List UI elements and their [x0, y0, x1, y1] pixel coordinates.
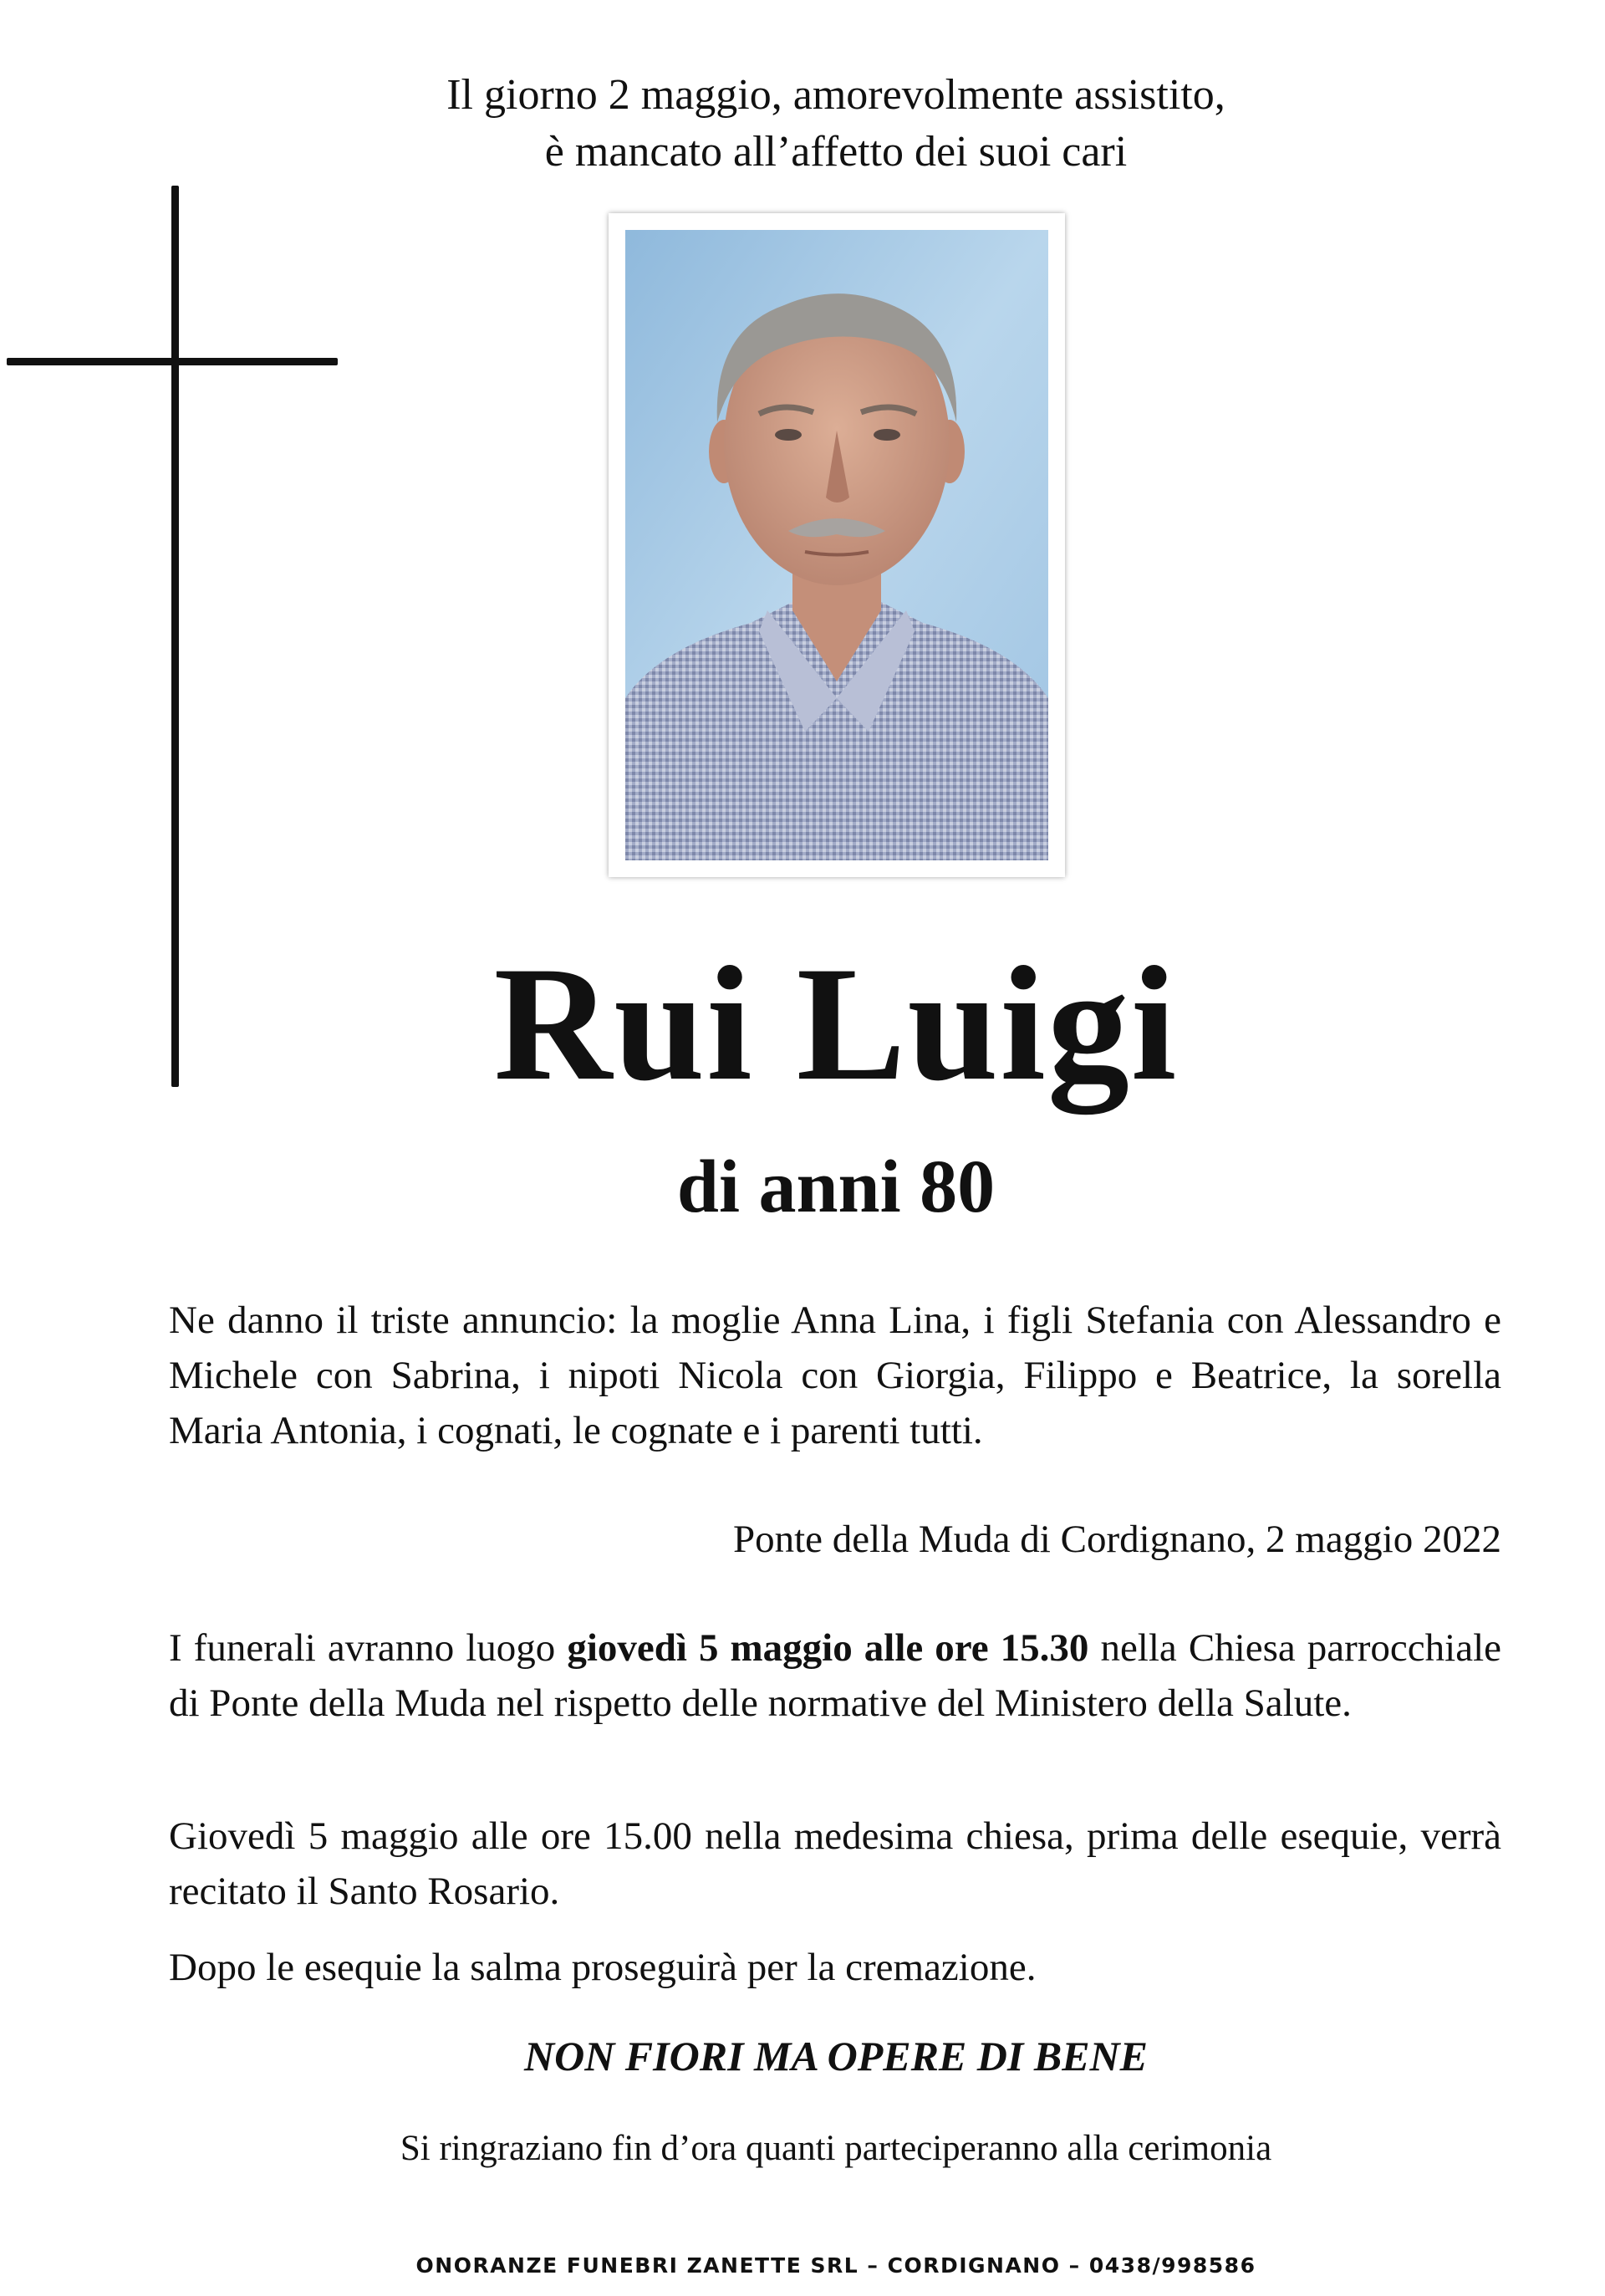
intro-line-2: è mancato all’affetto dei suoi cari: [544, 128, 1128, 176]
funeral-home-footer: ONORANZE FUNEBRI ZANETTE SRL – CORDIGNANO – 0438/998586: [415, 2253, 1256, 2278]
rosary-text: Giovedì 5 maggio alle ore 15.00 nella medesima chiesa, prima delle esequie, verrà recitato il Santo Rosario.: [169, 1814, 1501, 1913]
deceased-name: Rui Luigi: [493, 933, 1179, 1115]
intro-line-1: Il giorno 2 maggio, amorevolmente assistito,: [446, 71, 1225, 119]
deceased-age: di anni 80: [676, 1145, 996, 1228]
cremation-text: Dopo le esequie la salma proseguirà per la cremazione.: [169, 1946, 1037, 1989]
funeral-text-before: I funerali avranno luogo: [169, 1626, 568, 1670]
portrait-frame: [609, 213, 1065, 877]
no-flowers-notice: NON FIORI MA OPERE DI BENE: [523, 2033, 1149, 2079]
thanks-text: Si ringraziano fin d’ora quanti parteciperanno alla cerimonia: [400, 2129, 1272, 2168]
funeral-datetime: giovedì 5 maggio alle ore 15.30: [567, 1626, 1089, 1670]
intro-text: [0, 67, 1605, 181]
place-date: Ponte della Muda di Cordignano, 2 maggio 2022: [732, 1518, 1501, 1561]
funeral-text: [169, 1620, 1501, 1731]
cross-horizontal-bar: [7, 358, 338, 365]
funeral-text-after: nella Chiesa parrocchiale di Ponte della Muda nel rispetto delle normative del Ministero della Salute.: [169, 1626, 1501, 1725]
announcement-text: Ne danno il triste annuncio: la moglie Anna Lina, i figli Stefania con Alessandro e Michele con Sabrina, i nipoti Nicola con Giorgia, Filippo e Beatrice, la sorella Maria Antonia, i cognati, le cognate e i parenti tutti.: [169, 1299, 1501, 1452]
portrait-photo: [625, 230, 1048, 860]
